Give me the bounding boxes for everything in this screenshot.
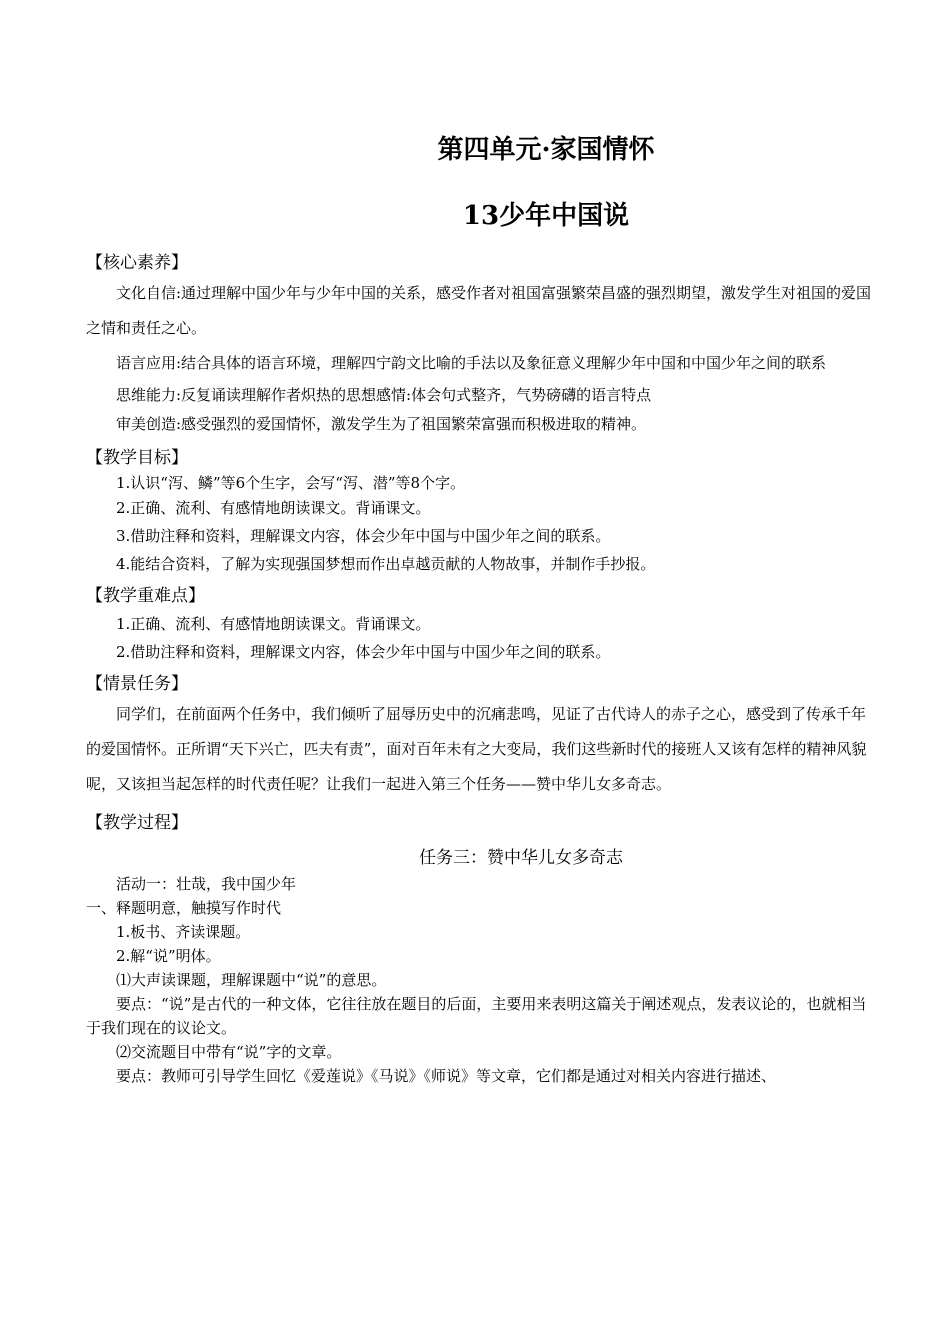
core-heading: 【核心素养】 [86,253,188,273]
key-point-item: 2.借助注释和资料，理解课文内容，体会少年中国与中国少年之间的联系。 [116,643,611,661]
process-line: ⑴大声读课题，理解课题中“说”的意思。 [116,971,387,989]
process-line: 1.板书、齐读课题。 [116,923,251,941]
goal-item: 3.借助注释和资料，理解课文内容，体会少年中国与中国少年之间的联系。 [116,527,611,545]
core-item-language: 语言应用:结合具体的语言环境，理解四宁韵文比喻的手法以及象征意义理解少年中国和中国少年之间的联系 [116,354,827,372]
core-item-thinking: 思维能力:反复诵读理解作者炽热的思想感情:体会句式整齐，气势磅礴的语言特点 [116,386,652,404]
document-content [86,132,876,1088]
process-line: 要点：教师可引导学生回忆《爱莲说》《马说》《师说》等文章，它们都是通过对相关内容进行描述、 [116,1067,777,1085]
scenario-heading: 【情景任务】 [86,674,188,694]
scenario-text: 同学们，在前面两个任务中，我们倾听了屈辱历史中的沉痛悲鸣，见证了古代诗人的赤子之心，感受到了传承千年的爱国情怀。正所谓“天下兴亡，匹夫有责”，面对百年未有之大变局，我们这些新时代的接班人又该有怎样的精神风貌呢，又该担当起怎样的时代责任呢？让我们一起进入第三个任务——赞中华儿女多奇志。 [86,705,867,793]
unit-title: 第四单元·家国情怀 [437,135,655,165]
section-heading: 一、释题明意，触摸写作时代 [86,899,282,917]
process-line: 2.解“说”明体。 [116,947,221,965]
core-item-culture: 文化自信:通过理解中国少年与少年中国的关系，感受作者对祖国富强繁荣昌盛的强烈期望，激发学生对祖国的爱国之情和责任之心。 [86,284,872,337]
process-line: ⑵交流题目中带有“说”字的文章。 [116,1043,342,1061]
goal-item: 2.正确、流利、有感情地朗读课文。背诵课文。 [116,499,431,517]
key-points-heading: 【教学重难点】 [86,586,205,606]
key-point-item: 1.正确、流利、有感情地朗读课文。背诵课文。 [116,615,431,633]
core-item-aesthetic: 审美创造:感受强烈的爱国情怀，激发学生为了祖国繁荣富强而积极进取的精神。 [116,415,647,433]
goal-item: 1.认识“泻、鳞”等6个生字，会写“泻、潜”等8个字。 [116,474,466,492]
activity-title: 活动一：壮哉，我中国少年 [116,875,297,893]
goal-item: 4.能结合资料，了解为实现强国梦想而作出卓越贡献的人物故事，并制作手抄报。 [116,555,656,573]
process-heading: 【教学过程】 [86,813,188,833]
goals-heading: 【教学目标】 [86,448,188,468]
lesson-title: 13少年中国说 [462,201,630,231]
task-title: 任务三：赞中华儿女多奇志 [419,848,623,868]
process-line: 要点：“说”是古代的一种文体，它往往放在题目的后面，主要用来表明这篇关于阐述观点，发表议论的，也就相当于我们现在的议论文。 [86,995,867,1037]
